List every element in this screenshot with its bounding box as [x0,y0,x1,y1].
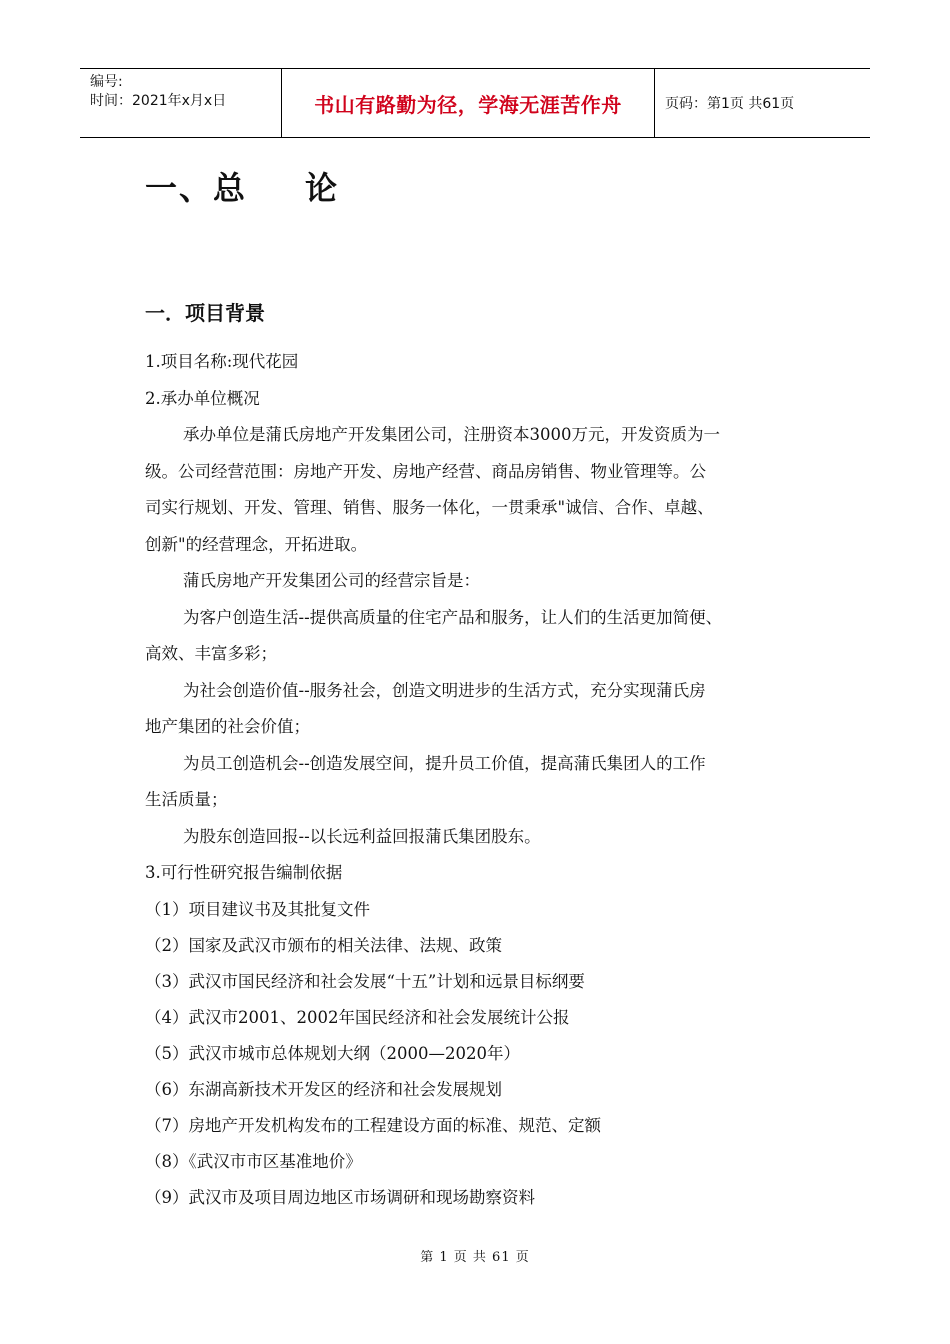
chapter-title-part1: 一、总 [145,169,248,207]
item-basis-heading: 3.可行性研究报告编制依据 [145,863,343,882]
chapter-title [145,160,825,216]
list-item: （9）武汉市及项目周边地区市场调研和现场勘察资料 [145,1187,535,1207]
section-title: 一．项目背景 [145,301,265,325]
chapter-title-part2: 论 [305,169,340,207]
para4-line: 地产集团的社会价值； [145,717,310,736]
list-item: （5）武汉市城市总体规划大纲（2000—2020年） [145,1043,520,1063]
header-page-info: 页码：第1页 共61页 [665,96,795,112]
para1-line: 司实行规划、开发、管理、销售、服务一体化，一贯秉承"诚信、合作、卓越、 [145,498,714,517]
document-body [145,160,825,1216]
para3-line: 为客户创造生活--提供高质量的住宅产品和服务，让人们的生活更加简便、 [183,607,723,627]
list-item: （2）国家及武汉市颁布的相关法律、法规、政策 [145,935,502,955]
item-organizer-overview: 2.承办单位概况 [145,388,260,408]
list-item: （4）武汉市2001、2002年国民经济和社会发展统计公报 [145,1007,570,1027]
para2-line: 蒲氏房地产开发集团公司的经营宗旨是： [183,571,480,590]
item-project-name: 1.项目名称:现代花园 [145,352,299,371]
para5-line: 为员工创造机会--创造发展空间，提升员工价值，提高蒲氏集团人的工作 [183,753,706,773]
header-motto: 书山有路勤为径，学海无涯苦作舟 [282,69,655,137]
para1-line: 创新"的经营理念，开拓进取。 [145,534,368,554]
page-header [80,68,870,138]
para1-line: 级。公司经营范围：房地产开发、房地产经营、商品房销售、物业管理等。公 [145,461,706,481]
para6-line: 为股东创造回报--以长远利益回报蒲氏集团股东。 [183,826,541,846]
list-item: （1）项目建议书及其批复文件 [145,899,370,919]
para5-line: 生活质量； [145,790,228,809]
list-item: （8）《武汉市市区基准地价》 [145,1151,362,1171]
date-label: 时间：2021年x月x日 [90,93,227,109]
para4-line: 为社会创造价值--服务社会，创造文明进步的生活方式，充分实现蒲氏房 [183,680,706,700]
basis-list [145,892,825,1216]
para3-line: 高效、丰富多彩； [145,644,277,663]
page-footer: 第 1 页 共 61 页 [420,1250,530,1265]
list-item: （6）东湖高新技术开发区的经济和社会发展规划 [145,1079,502,1099]
list-item: （3）武汉市国民经济和社会发展“十五”计划和远景目标纲要 [145,971,585,991]
para1-line: 承办单位是蒲氏房地产开发集团公司，注册资本3000万元，开发资质为一 [183,425,720,444]
header-meta [80,69,282,137]
serial-number-label: 编号: [90,74,123,90]
list-item: （7）房地产开发机构发布的工程建设方面的标准、规范、定额 [145,1115,601,1135]
